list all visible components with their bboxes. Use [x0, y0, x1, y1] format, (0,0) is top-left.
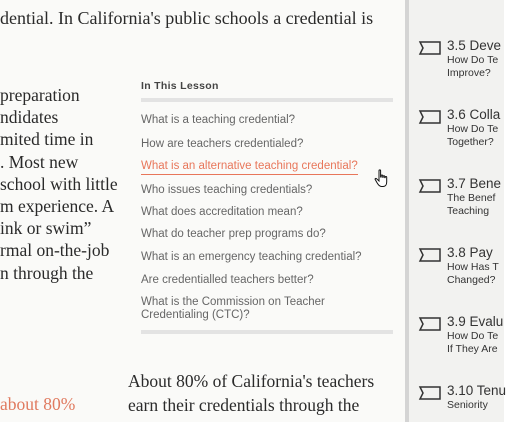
- lesson-link-prep-programs[interactable]: What do teacher prep programs do?: [141, 228, 326, 240]
- article-line: ink or swim”: [0, 218, 92, 239]
- ticket-icon: [419, 248, 441, 262]
- lesson-link-alternative-credential[interactable]: What is an alternative teaching credential?: [141, 159, 358, 175]
- article-link-fragment[interactable]: about 80%: [0, 394, 76, 414]
- sidebar-item-subtitle: How Has T: [447, 261, 499, 273]
- sidebar-item-subtitle: How Do Te: [447, 330, 499, 342]
- ticket-icon: [419, 41, 441, 55]
- lesson-link-credentialed[interactable]: How are teachers credentialed?: [141, 138, 304, 150]
- article-line: school with little: [0, 173, 118, 194]
- article-line: n through the: [0, 262, 94, 283]
- sidebar-item-subtitle: The Benef: [447, 192, 496, 204]
- sidebar-item-title: 3.5 Deve: [447, 38, 502, 53]
- sidebar-item-subtitle: If They Are: [447, 343, 498, 355]
- article-paragraph-bottom: [128, 369, 374, 417]
- article-line: mited time in: [0, 129, 94, 150]
- lesson-link-accreditation[interactable]: What does accreditation mean?: [141, 206, 303, 218]
- article-line: About 80% of California's teachers: [128, 371, 375, 391]
- article-line: preparation: [0, 85, 80, 105]
- article-line: m experience. A: [0, 196, 115, 217]
- hand-pointer-icon: [374, 169, 390, 189]
- ticket-icon: [419, 179, 441, 193]
- sidebar-item-title: 3.6 Colla: [447, 107, 501, 122]
- ticket-icon: [419, 317, 441, 331]
- article-paragraph-left: [0, 84, 140, 284]
- lesson-divider-top: [141, 98, 393, 102]
- article-line: earn their credentials through the: [128, 395, 360, 415]
- sidebar-item-subtitle: Improve?: [447, 67, 491, 79]
- lesson-heading: In This Lesson: [141, 80, 219, 92]
- sidebar-item-subtitle: Teaching: [447, 205, 490, 217]
- ticket-icon: [419, 386, 441, 400]
- sidebar-item-title: 3.7 Bene: [447, 176, 502, 191]
- lesson-link-ctc-line2[interactable]: Credentialing (CTC)?: [141, 309, 250, 321]
- sidebar-item-subtitle: Changed?: [447, 274, 496, 286]
- sidebar-item-subtitle: Together?: [447, 136, 494, 148]
- sidebar-item-subtitle: Seniority: [447, 399, 488, 411]
- lesson-link-emergency-credential[interactable]: What is an emergency teaching credential?: [141, 251, 362, 263]
- in-this-lesson-box: [141, 80, 393, 321]
- ticket-icon: [419, 110, 441, 124]
- sidebar-item-title: 3.8 Pay: [447, 245, 493, 260]
- lesson-link-who-issues[interactable]: Who issues teaching credentials?: [141, 184, 313, 196]
- lesson-link-ctc-line1[interactable]: What is the Commission on Teacher: [141, 296, 325, 308]
- sidebar-item-subtitle: How Do Te: [447, 54, 499, 66]
- lesson-divider-bottom: [141, 330, 393, 334]
- lesson-link-credentialled-better[interactable]: Are credentialled teachers better?: [141, 274, 314, 286]
- course-sidebar: [405, 0, 507, 422]
- article-line: . Most new: [0, 151, 79, 172]
- sidebar-item-title: 3.9 Evalu: [447, 314, 504, 329]
- article-paragraph-top: dential. In California's public schools a credential is: [0, 8, 374, 28]
- article-line: ndidates: [0, 107, 59, 128]
- article-line: rmal on-the-job: [0, 240, 110, 261]
- sidebar-item-subtitle: How Do Te: [447, 123, 499, 135]
- sidebar-item-title: 3.10 Tenu: [447, 383, 507, 398]
- lesson-link-teaching-credential[interactable]: What is a teaching credential?: [141, 114, 296, 126]
